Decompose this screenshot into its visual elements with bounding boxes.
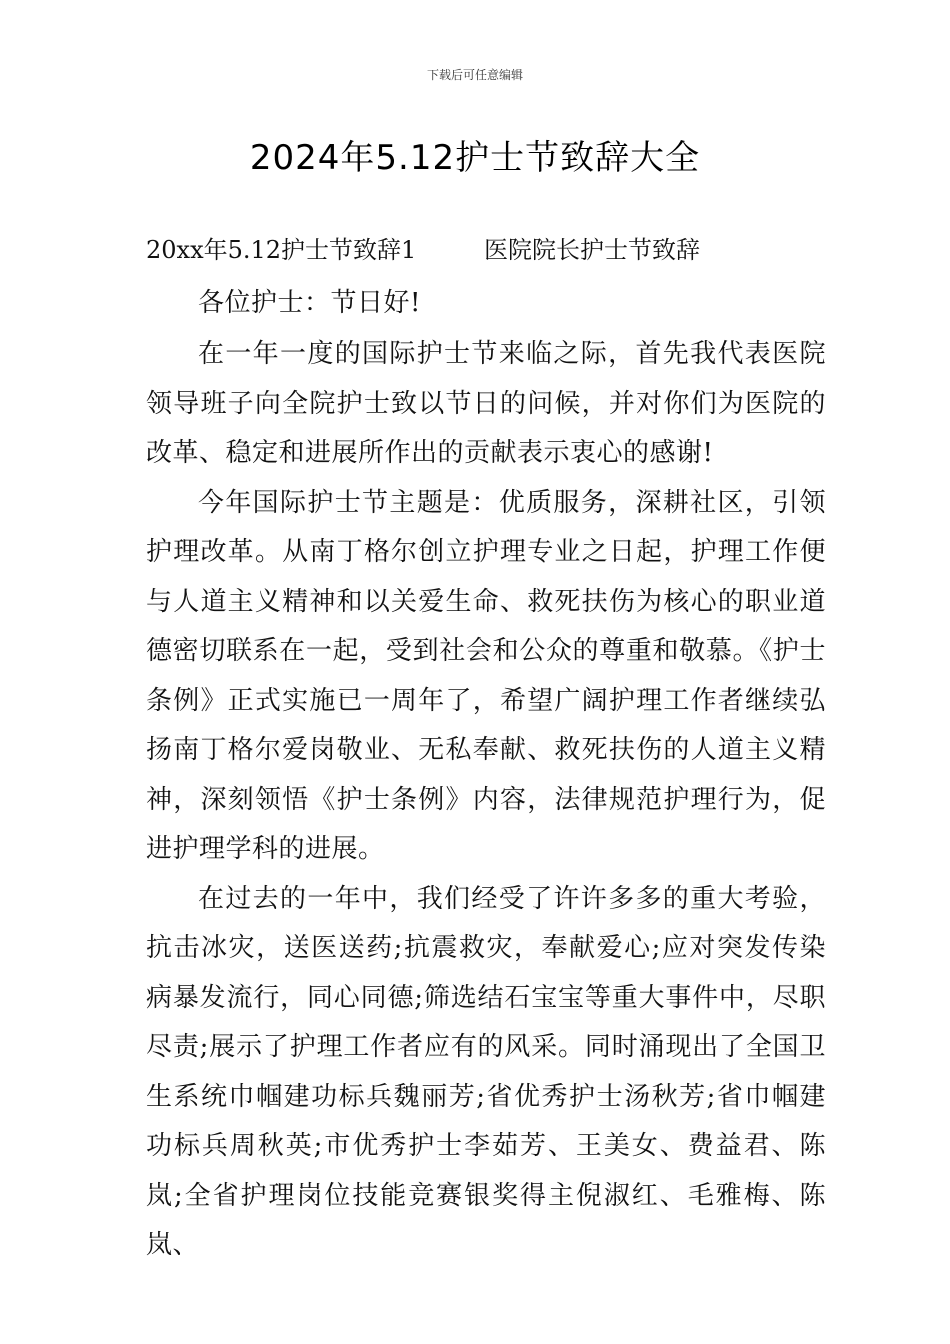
speech-title: 医院院长护士节致辞 (484, 236, 700, 264)
section-heading (146, 228, 826, 272)
greeting: 各位护士：节日好! (198, 288, 421, 318)
paragraph: 今年国际护士节主题是：优质服务，深耕社区，引领护理改革。从南丁格尔创立护理专业之日起，护理工作便与人道主义精神和以关爱生命、救死扶伤为核心的职业道德密切联系在一起，受到社会和公众的尊重和敬慕。《护士条例》正式实施已一周年了，希望广阔护理工作者继续弘扬南丁格尔爱岗敬业、无私奉献、救死扶伤的人道主义精神，深刻领悟《护士条例》内容，法律规范护理行为，促进护理学科的进展。 (146, 487, 826, 864)
paragraph: 在过去的一年中，我们经受了许许多多的重大考验，抗击冰灾，送医送药;抗震救灾，奉献爱心;应对突发传染病暴发流行，同心同德;筛选结石宝宝等重大事件中，尽职尽责;展示了护理工作者应有的风采。同时涌现出了全国卫生系统巾帼建功标兵魏丽芳;省优秀护士汤秋芳;省巾帼建功标兵周秋英;市优秀护士李茹芳、王美女、费益君、陈岚;全省护理岗位技能竞赛银奖得主倪淑红、毛雅梅、陈岚、 (146, 883, 826, 1260)
paragraph: 在一年一度的国际护士节来临之际，首先我代表医院领导班子向全院护士致以节日的问候，并对你们为医院的改革、稳定和进展所作出的贡献表示衷心的感谢! (146, 339, 826, 468)
page-header-note: 下载后可任意编辑 (426, 68, 523, 82)
document-body (146, 228, 826, 1271)
speech-number-label: 20xx年5.12护士节致辞1 (146, 236, 417, 264)
document-title: 2024年5.12护士节致辞大全 (249, 138, 701, 178)
